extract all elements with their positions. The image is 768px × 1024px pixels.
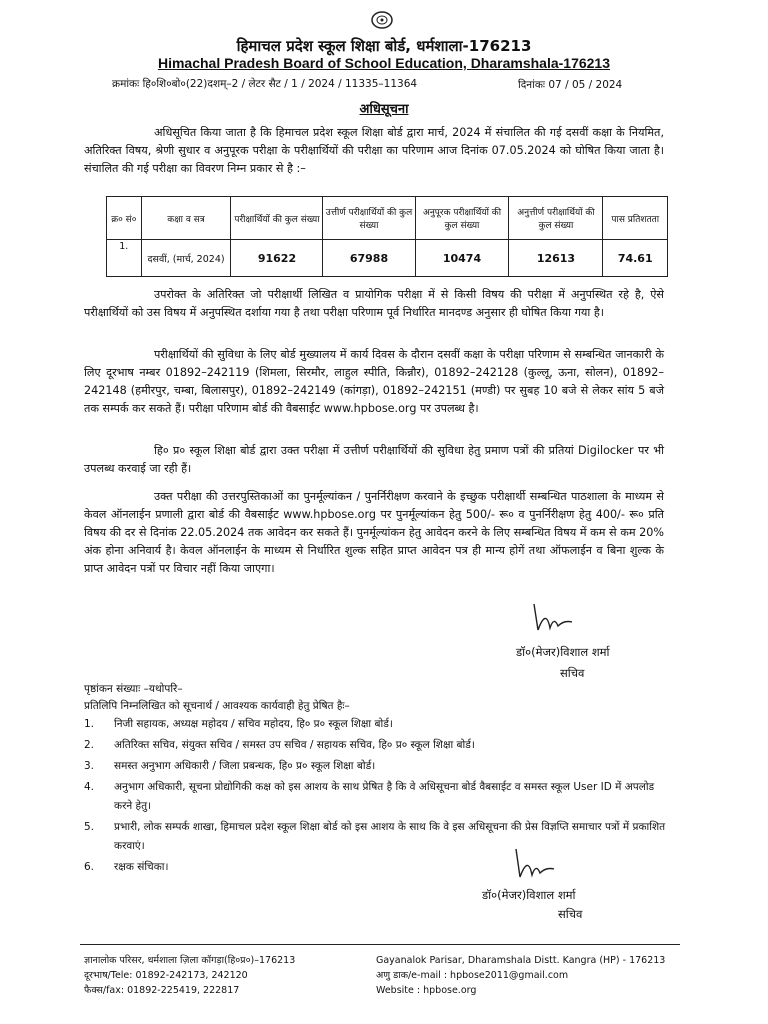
table-cell: 10474 <box>415 240 509 277</box>
signatory-name-1: डॉ०(मेजर)विशाल शर्मा <box>516 645 610 659</box>
copy-list <box>84 715 684 877</box>
signatory-name-2: डॉ०(मेजर)विशाल शर्मा <box>482 888 576 902</box>
revaluation-paragraph: उक्त परीक्षा की उत्तरपुस्तिकाओं का पुनर्मूल्यांकन / पुनर्निरीक्षण करवाने के इच्छुक परीक्षार्थी सम्बन्धित पाठशाला के माध्यम से केवल ऑनलाईन प्रणाली द्वारा बोर्ड की वैबसाईट www.hpbose.org पर पुनर्मूल्यांकन हेतु 500/- रू० व पुनर्निरीक्षण हेतु 400/- रू० प्रति विषय की दर से दिनांक 22.05.2024 तक आवेदन कर सकते हैं। पुनर्मूल्यांकन हेतु आवेदन करने के लिए सम्बन्धित विषय में कम से कम 20% अंक होना अनिवार्य है। केवल ऑनलाईन के माध्यम से निर्धारित शुल्क सहित प्राप्त आवेदन पत्र ही मान्य होगें तथा ऑफलाईन व बिना शुल्क के प्राप्त आवेदन पत्रों पर विचार नहीं किया जाएगा। <box>84 490 664 575</box>
table-cell: 91622 <box>231 240 323 277</box>
list-item: 6. रक्षक संचिका। <box>84 861 169 873</box>
list-item: 1. निजी सहायक, अध्यक्ष महोदय / सचिव महोदय, हि० प्र० स्कूल शिक्षा बोर्ड। <box>84 718 393 730</box>
hindi-board-title: हिमाचल प्रदेश स्कूल शिक्षा बोर्ड, धर्मशाला-176213 <box>236 37 532 55</box>
list-item: 3. समस्त अनुभाग अधिकारी / जिला प्रबन्धक, हि० प्र० स्कूल शिक्षा बोर्ड। <box>84 760 376 772</box>
signature-1-icon <box>528 600 578 640</box>
table-header-cell: उत्तीर्ण परीक्षार्थियों की कुल संख्या <box>323 197 415 240</box>
list-item: 2. अतिरिक्त सचिव, संयुक्त सचिव / समस्त उप सचिव / सहायक सचिव, हि० प्र० स्कूल शिक्षा बोर्ड। <box>84 739 475 751</box>
footer-left-address: ज्ञानालोक परिसर, धर्मशाला ज़िला कॉगड़ा(हि०प्र०)–176213 दूरभाष/Tele: 01892-242173, 242120 फैक्स/fax: 01892-225419, 222817 <box>84 955 296 996</box>
table-cell: दसवीं, (मार्च, 2024) <box>141 240 231 277</box>
result-table <box>106 196 668 277</box>
table-header-cell: अनुत्तीर्ण परीक्षार्थियों की कुल संख्या <box>509 197 603 240</box>
table-header-cell: पास प्रतिशतता <box>603 197 668 240</box>
signatory-designation-1: सचिव <box>560 666 585 680</box>
signature-2-icon <box>508 845 558 885</box>
endorsement-number: पृष्ठांकन संख्याः –यथोपरि– <box>84 683 183 695</box>
table-row <box>107 240 668 277</box>
english-board-title: Himachal Pradesh Board of School Education, Dharamshala-176213 <box>157 55 611 71</box>
table-header-cell: परीक्षार्थियों की कुल संख्या <box>231 197 323 240</box>
table-header-row <box>107 197 668 240</box>
letter-date: दिनांकः 07 / 05 / 2024 <box>518 79 623 91</box>
footer-divider <box>80 944 680 945</box>
list-item: 4. अनुभाग अधिकारी, सूचना प्रोद्योगिकी कक्ष को इस आशय के साथ प्रेषित है कि वे अधिसूचना बोर्ड वैबसाईट व समस्त स्कूल User ID में अपलोड करने हेतु। <box>84 781 655 812</box>
table-cell: 74.61 <box>603 240 668 277</box>
notification-title: अधिसूचना <box>359 102 409 117</box>
table-header-cell: अनुपूरक परीक्षार्थियों की कुल संख्या <box>415 197 509 240</box>
digilocker-paragraph: हि० प्र० स्कूल शिक्षा बोर्ड द्वारा उक्त परीक्षा में उत्तीर्ण परीक्षार्थियों की सुविधा हेतु प्रमाण पत्रों की प्रतियां Digilocker पर भी उपलब्ध करवाई जा रही हैं। <box>84 444 664 475</box>
intro-paragraph: अधिसूचित किया जाता है कि हिमाचल प्रदेश स्कूल शिक्षा बोर्ड द्वारा मार्च, 2024 में संचालित की गई दसवीं कक्षा के नियमित, अतिरिक्त विषय, श्रेणी सुधार व अनुपूरक परीक्षा के परीक्षार्थियों की परीक्षा का परिणाम आज दिनांक 07.05.2024 को घोषित किया जाता है। संचालित की गई परीक्षा का विवरण निम्न प्रकार से है :– <box>84 126 664 175</box>
table-header-cell: क्र० सं० <box>107 197 142 240</box>
table-header-cell: कक्षा व सत्र <box>141 197 231 240</box>
table-cell: 12613 <box>509 240 603 277</box>
footer-right-address: Gayanalok Parisar, Dharamshala Distt. Kangra (HP) - 176213 अणु डाक/e-mail : hpbose2011@gmail.com Website : hpbose.org <box>376 955 666 996</box>
list-item: 5. प्रभारी, लोक सम्पर्क शाखा, हिमाचल प्रदेश स्कूल शिक्षा बोर्ड को इस आशय के साथ कि वे इस अधिसूचना की प्रेस विज्ञप्ति समाचार पत्रों में प्रकाशित करवाएं। <box>84 821 666 852</box>
contact-paragraph: परीक्षार्थियों की सुविधा के लिए बोर्ड मुख्यालय में कार्य दिवस के दौरान दसवीं कक्षा के परीक्षा परिणाम से सम्बन्धित जानकारी के लिए दूरभाष नम्बर 01892–242119 (शिमला, सिरमौर, लाहुल स्पीति, किन्नौर), 01892–242128 (कुल्लू, ऊना, सोलन), 01892–242148 (हमीरपुर, चम्बा, बिलासपुर), 01892–242149 (कांगड़ा), 01892–242151 (मण्डी) पर सुबह 10 बजे से लेकर सांय 5 बजे तक सम्पर्क कर सकते हैं। परीक्षा परिणाम बोर्ड की वैबसाईट www.hpbose.org पर उपलब्ध है। <box>84 348 664 415</box>
reference-number: क्रमांकः हि०शि०बो०(22)दशम्–2 / लेटर सैट / 1 / 2024 / 11335–11364 <box>112 78 418 90</box>
absent-paragraph: उपरोक्त के अतिरिक्त जो परीक्षार्थी लिखित व प्रायोगिक परीक्षा में से किसी विषय की परीक्षा में अनुपस्थित रहे है, ऐसे परीक्षार्थियों को उस विषय में अनुपस्थित दर्शाया गया है तथा परीक्षा परिणाम पूर्व निर्धारित मानदण्ड अनुसार ही घोषित किया गया है। <box>84 288 664 319</box>
table-cell: 67988 <box>323 240 415 277</box>
endorsement-intro: प्रतिलिपि निम्नलिखित को सूचनार्थ / आवश्यक कार्यवाही हेतु प्रेषित हैः– <box>84 700 350 712</box>
signatory-designation-2: सचिव <box>558 907 583 921</box>
table-cell: 1. <box>107 240 142 277</box>
board-emblem-icon <box>370 10 394 30</box>
